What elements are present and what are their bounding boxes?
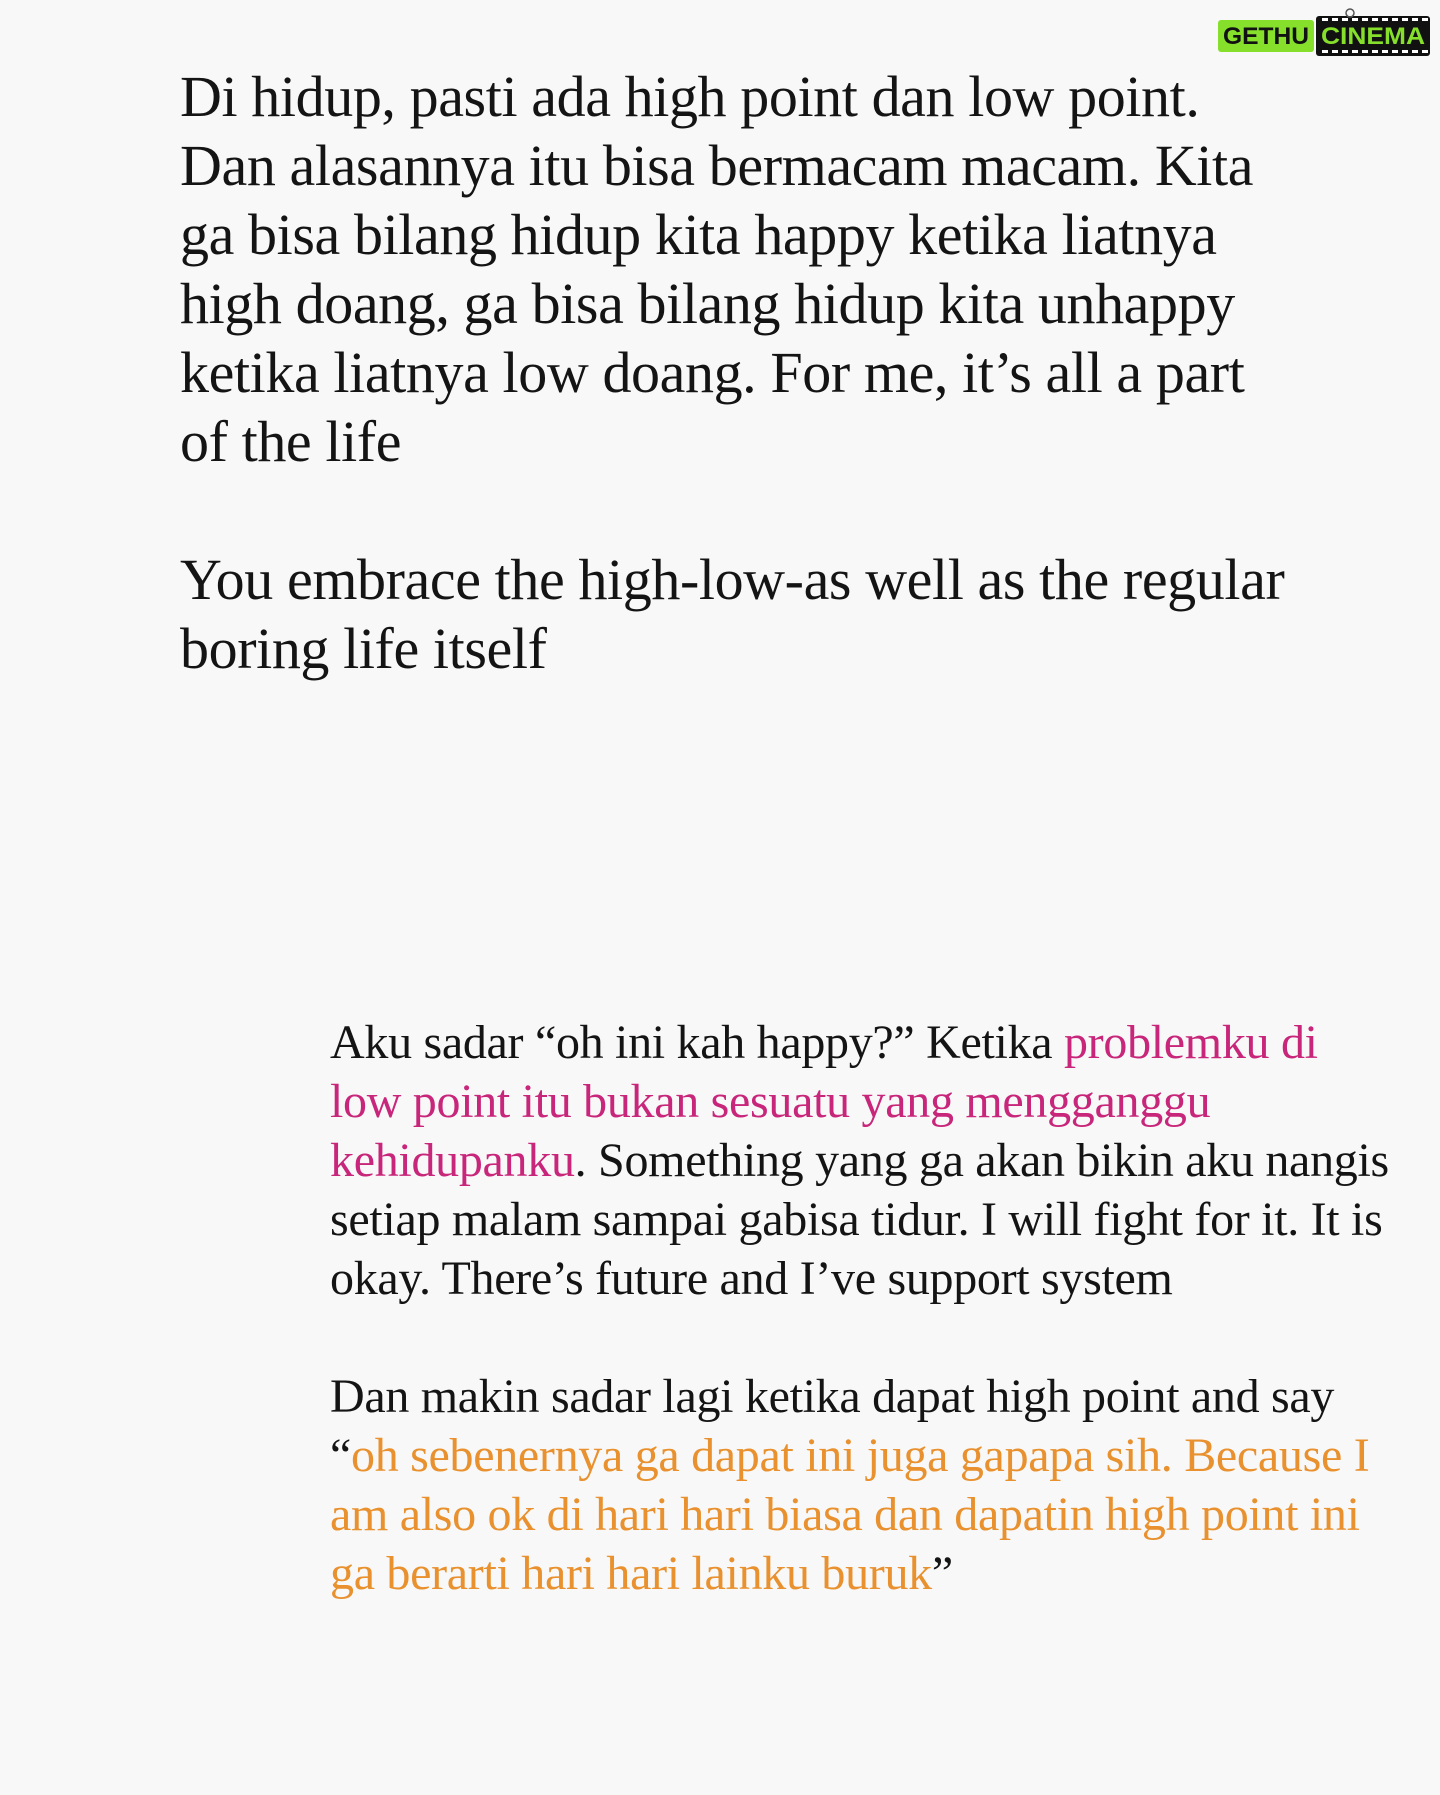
bottom-paragraph-1 [330, 1013, 1390, 1308]
bottom-paragraph-1-text-end: . Something yang ga akan bikin aku nangis setiap malam sampai gabisa tidur. I will fight for it. It is okay. There’s future and I’ve support system [330, 1134, 1389, 1305]
pink-highlight-text: problemku di low point itu bukan sesuatu yang mengganggu kehidupanku [330, 1016, 1318, 1187]
top-paragraph-2: You embrace the high-low-as well as the regular boring life itself [180, 547, 1285, 681]
watermark-word2: CINEMA [1321, 23, 1425, 50]
bottom-paragraph-2-text-end: ” [931, 1547, 953, 1600]
bottom-paragraph-2-text-start: Dan makin sadar lagi ketika dapat high point and say “ [330, 1370, 1335, 1482]
top-text-block [180, 62, 1300, 683]
bottom-paragraph-2 [330, 1367, 1390, 1603]
top-paragraph-1: Di hidup, pasti ada high point dan low point. Dan alasannya itu bisa bermacam macam. Kita ga bisa bilang hidup kita happy ketika liatnya high doang, ga bisa bilang hidup kita unhappy ketika liatnya low doang. For me, it’s all a part of the life [180, 64, 1254, 474]
watermark-word1: GETHU [1223, 23, 1309, 50]
bottom-text-block [330, 1013, 1390, 1603]
orange-highlight-text: oh sebenernya ga dapat ini juga gapapa sih. Because I am also ok di hari hari biasa dan dapatin high point ini ga berarti hari hari lainku buruk [330, 1429, 1370, 1600]
bottom-paragraph-1-text-start: Aku sadar “oh ini kah happy?” Ketika [330, 1016, 1064, 1069]
watermark-logo [1216, 8, 1432, 56]
